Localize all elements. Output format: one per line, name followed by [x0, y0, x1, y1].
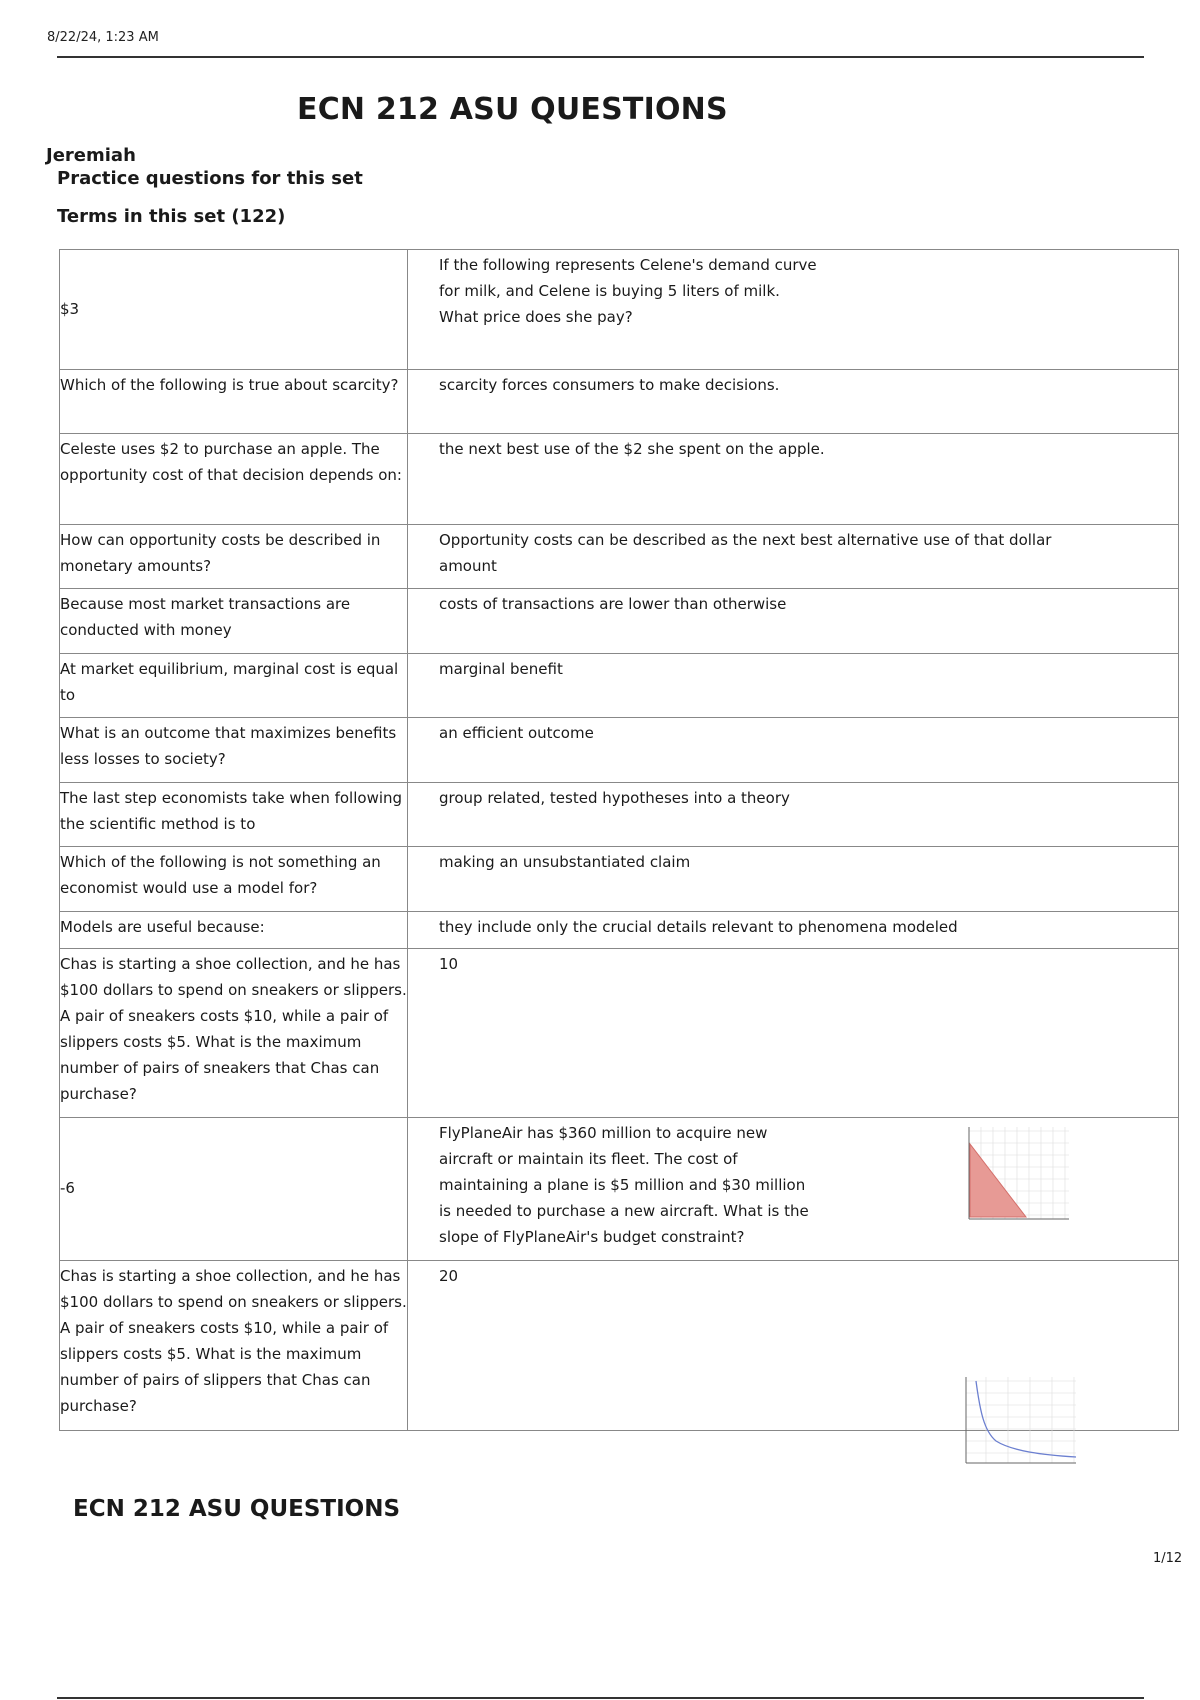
- print-timestamp: 8/22/24, 1:23 AM: [47, 30, 159, 45]
- definition-cell: scarcity forces consumers to make decisions.: [408, 370, 1179, 434]
- definition-cell: costs of transactions are lower than otherwise: [408, 589, 1179, 654]
- budget-constraint-graph-thumbnail[interactable]: [963, 1121, 1073, 1225]
- definition-cell: they include only the crucial details relevant to phenomena modeled: [408, 912, 1179, 949]
- page-title: ECN 212 ASU QUESTIONS: [297, 92, 728, 127]
- table-row: [60, 589, 1179, 654]
- practice-questions-link[interactable]: Practice questions for this set: [57, 168, 363, 189]
- table-row: [60, 912, 1179, 949]
- table-row: [60, 370, 1179, 434]
- term-cell: What is an outcome that maximizes benefits less losses to society?: [60, 718, 408, 783]
- table-row: [60, 525, 1179, 589]
- terms-count-heading: Terms in this set (122): [57, 206, 286, 227]
- demand-curve: [976, 1381, 1076, 1457]
- author-name[interactable]: Jeremiah: [46, 145, 136, 166]
- term-cell: The last step economists take when following the scientific method is to: [60, 783, 408, 847]
- demand-curve-graph-thumbnail[interactable]: [952, 1371, 1080, 1477]
- definition-cell: If the following represents Celene's demand curve for milk, and Celene is buying 5 liters of milk. What price does she pay?: [408, 250, 1179, 370]
- term-cell: Chas is starting a shoe collection, and he has $100 dollars to spend on sneakers or slippers. A pair of sneakers costs $10, while a pair of slippers costs $5. What is the maximum number of pairs of sneakers that Chas can purchase?: [60, 949, 408, 1118]
- term-cell: How can opportunity costs be described in monetary amounts?: [60, 525, 408, 589]
- table-row: [60, 250, 1179, 370]
- term-cell: $3: [60, 250, 408, 370]
- definition-cell: FlyPlaneAir has $360 million to acquire new aircraft or maintain its fleet. The cost of maintaining a plane is $5 million and $30 million is needed to purchase a new aircraft. What is the slope of FlyPlaneAir's budget constraint?: [408, 1118, 1179, 1261]
- table-row: [60, 783, 1179, 847]
- table-row: [60, 949, 1179, 1118]
- term-cell: Models are useful because:: [60, 912, 408, 949]
- definition-cell: the next best use of the $2 she spent on the apple.: [408, 434, 1179, 525]
- term-cell: -6: [60, 1118, 408, 1261]
- term-cell: Which of the following is true about scarcity?: [60, 370, 408, 434]
- header-rule: [57, 56, 1144, 58]
- definition-cell: making an unsubstantiated claim: [408, 847, 1179, 912]
- table-row: [60, 654, 1179, 718]
- term-cell: At market equilibrium, marginal cost is equal to: [60, 654, 408, 718]
- term-cell: Chas is starting a shoe collection, and he has $100 dollars to spend on sneakers or slippers. A pair of sneakers costs $10, while a pair of slippers costs $5. What is the maximum number of pairs of slippers that Chas can purchase?: [60, 1261, 408, 1431]
- definition-cell: 20: [408, 1261, 1179, 1431]
- term-cell: Celeste uses $2 to purchase an apple. The opportunity cost of that decision depends on:: [60, 434, 408, 525]
- definition-cell: group related, tested hypotheses into a theory: [408, 783, 1179, 847]
- footer-rule: [57, 1697, 1144, 1699]
- table-row: [60, 847, 1179, 912]
- definition-cell: an efficient outcome: [408, 718, 1179, 783]
- table-row: [60, 434, 1179, 525]
- footer-title: ECN 212 ASU QUESTIONS: [73, 1496, 401, 1522]
- page-number: 1/12: [1153, 1551, 1183, 1566]
- definition-cell: 10: [408, 949, 1179, 1118]
- term-cell: Which of the following is not something an economist would use a model for?: [60, 847, 408, 912]
- definition-cell: marginal benefit: [408, 654, 1179, 718]
- terms-table: [59, 249, 1179, 1431]
- table-row: [60, 718, 1179, 783]
- term-cell: Because most market transactions are conducted with money: [60, 589, 408, 654]
- definition-cell: Opportunity costs can be described as the next best alternative use of that dollar amount: [408, 525, 1179, 589]
